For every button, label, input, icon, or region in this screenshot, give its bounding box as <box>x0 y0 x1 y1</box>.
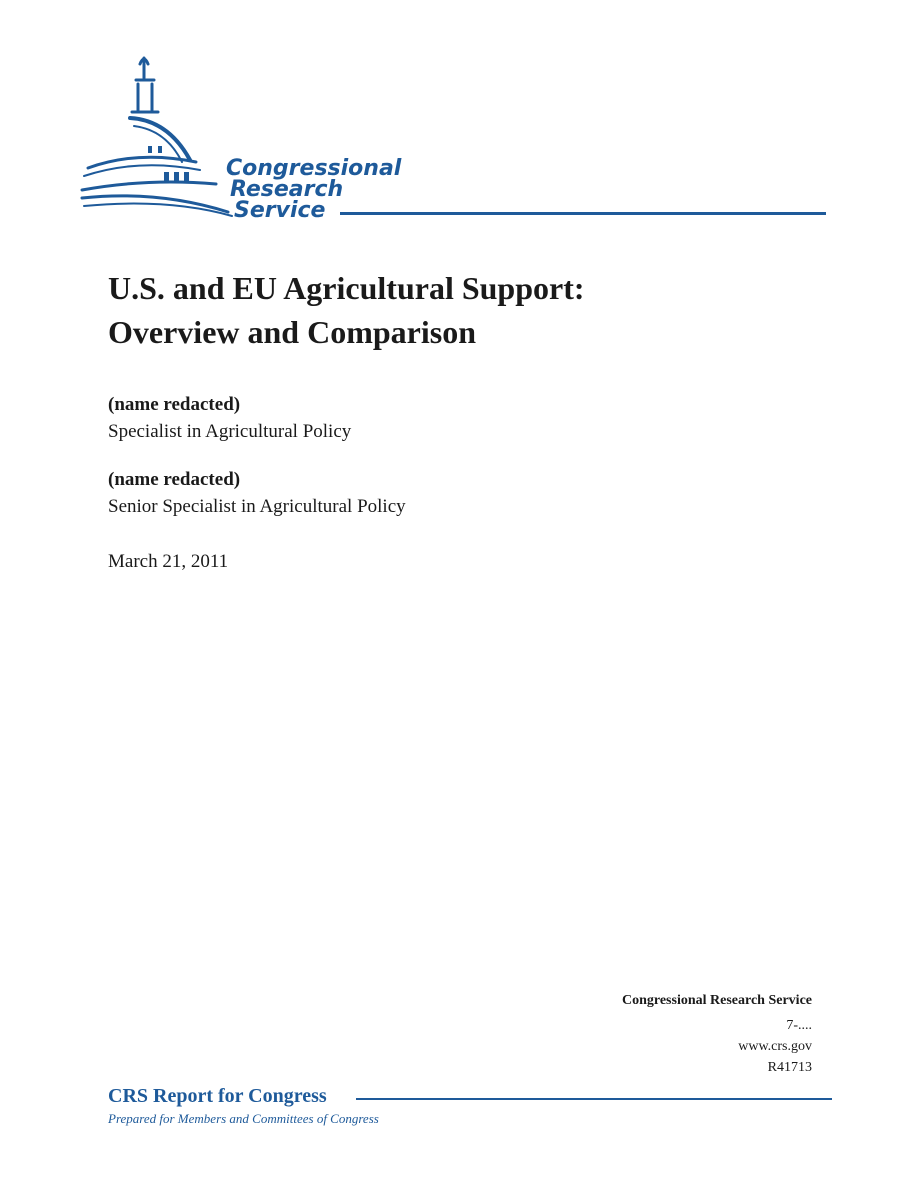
capitol-dome-icon <box>78 50 238 225</box>
author-role: Senior Specialist in Agricultural Policy <box>108 496 406 517</box>
footer-rule <box>356 1098 832 1100</box>
report-title-line2: Overview and Comparison <box>108 314 476 350</box>
report-title-line1: U.S. and EU Agricultural Support: <box>108 270 585 306</box>
report-title <box>108 266 585 354</box>
logo-text-line1: Congressional <box>226 156 402 181</box>
logo-text-line2: Research <box>230 177 344 202</box>
crs-logo <box>78 50 838 225</box>
crs-org-name: Congressional Research Service <box>621 993 812 1008</box>
report-number: R41713 <box>767 1060 812 1075</box>
footer-subtitle: Prepared for Members and Committees of Congress <box>108 1111 379 1126</box>
crs-website: www.crs.gov <box>738 1039 812 1054</box>
author-role: Specialist in Agricultural Policy <box>108 421 352 442</box>
report-date: March 21, 2011 <box>108 551 229 572</box>
logo-text-line3: Service <box>234 198 326 223</box>
author-name: (name redacted) <box>108 469 241 490</box>
crs-contact-block <box>622 990 812 1078</box>
logo-rule <box>340 212 826 215</box>
crs-phone: 7-.... <box>786 1018 812 1033</box>
footer-title: CRS Report for Congress <box>108 1085 327 1107</box>
author-name: (name redacted) <box>108 394 241 415</box>
